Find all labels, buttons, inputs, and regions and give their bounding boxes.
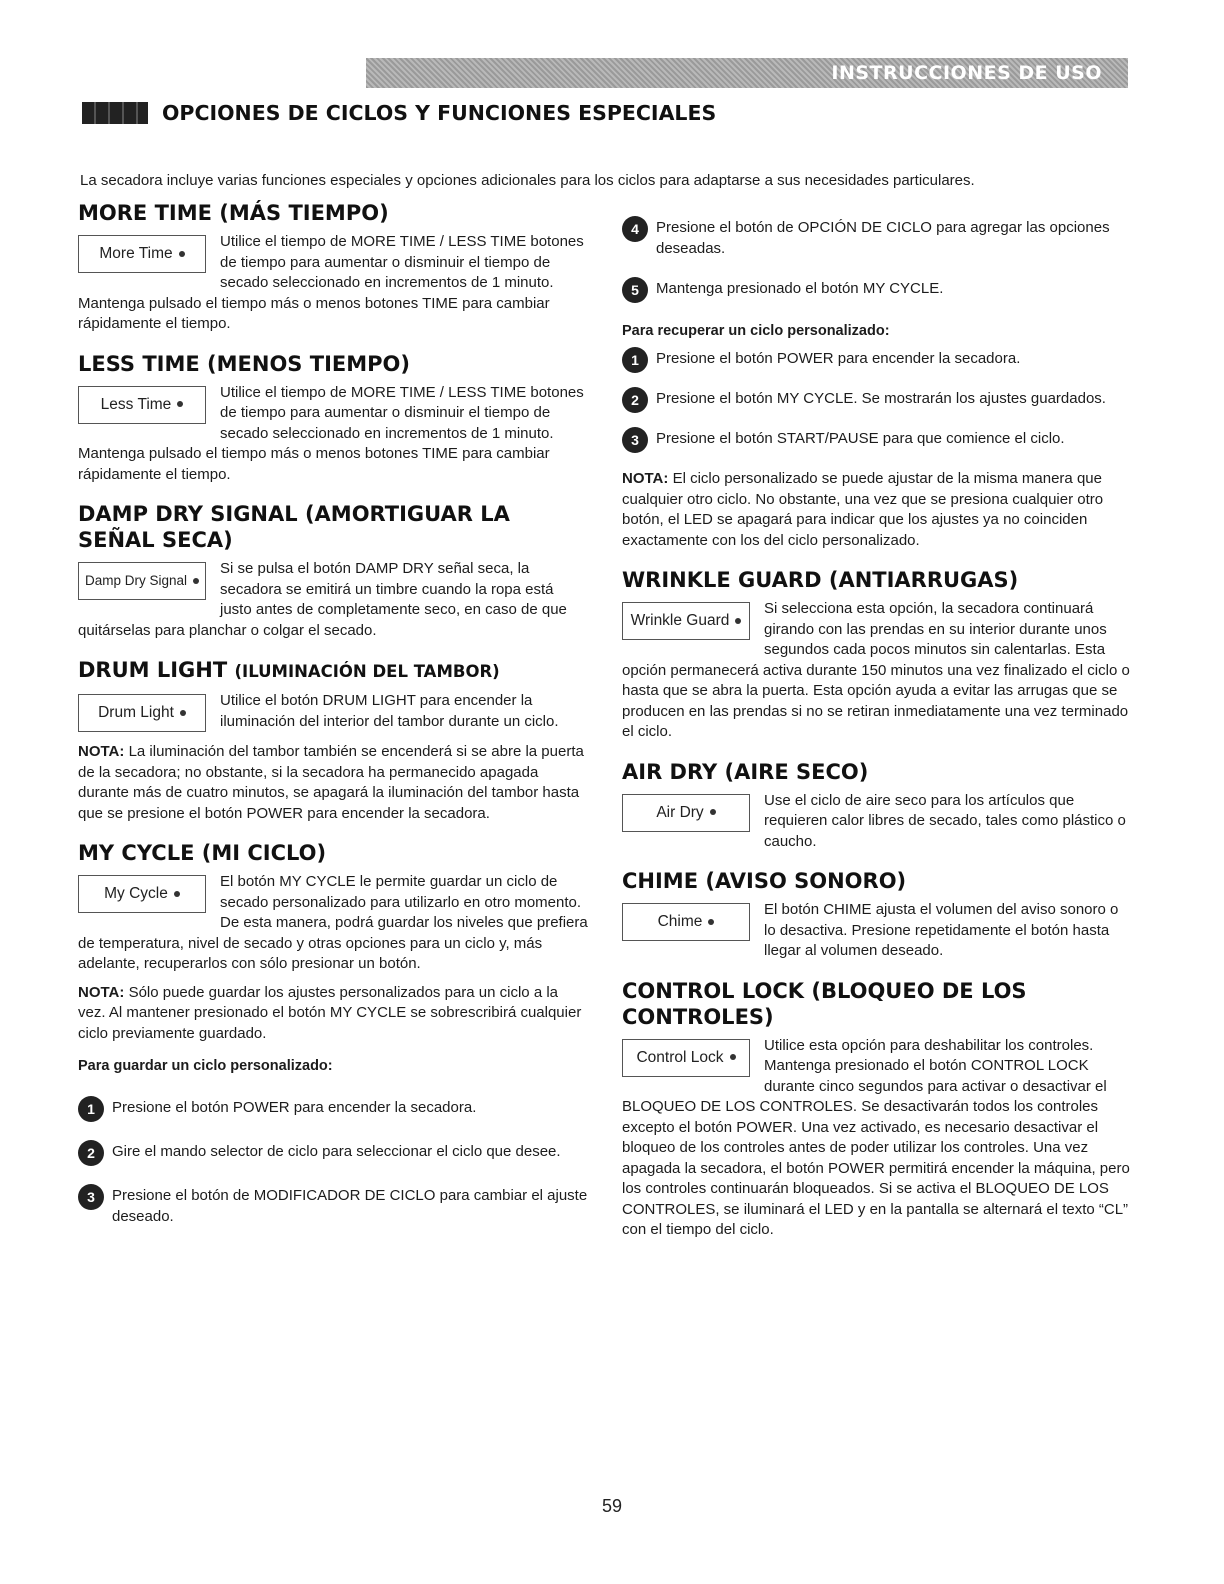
wrinkle-guard-button [622,602,750,640]
air-dry-text: Use el ciclo de aire seco para los artículos que requieren calor libres de secado, tales como plástico o caucho. [764,791,1126,850]
led-indicator-icon [730,1054,736,1060]
step-number-icon: 2 [78,1140,104,1166]
chime-button [622,903,750,941]
led-indicator-icon [735,618,741,624]
less-time-section [78,351,588,486]
my-cycle-text: El botón MY CYCLE le permite guardar un ciclo de secado personalizado para utilizarlo en otro momento. De esta manera, podrá guardar los niveles que prefiera de temperatura, nivel de secado y otras opciones para un ciclo y, más adelante, recuperarlos con sólo presionar un botón. [78,873,588,972]
save-cycle-heading: Para guardar un ciclo personalizado: [78,1058,333,1074]
chime-heading: CHIME (AVISO SONORO) [622,869,907,893]
my-cycle-note-text: Sólo puede guardar los ajustes personalizados para un ciclo a la vez. Al mantener presionado el botón MY CYCLE se sobrescribirá cualquier ciclo previamente guardado. [78,983,582,1042]
air-dry-button [622,794,750,832]
control-lock-button [622,1039,750,1077]
my-cycle-button [78,875,206,913]
my-cycle-note [78,983,588,1045]
less-time-button [78,386,206,424]
wrinkle-guard-button-label: Wrinkle Guard [630,612,730,629]
chime-text: El botón CHIME ajusta el volumen del aviso sonoro o lo desactiva. Presione repetidamente el botón hasta llegar al volumen deseado. [764,901,1119,959]
control-lock-button-label: Control Lock [636,1048,724,1066]
step-text: Presione el botón POWER para encender la secadora. [656,350,1021,367]
more-time-text: Utilice el tiempo de MORE TIME / LESS TIME botones de tiempo para aumentar o disminuir el tiempo de secado seleccionado en incrementos de 1 minuto. Mantenga pulsado el tiempo más o menos botones TIME para cambiar rápidamente el tiempo. [78,233,584,332]
led-indicator-icon [710,809,716,815]
step-number-icon: 2 [622,387,648,413]
recall-step [622,349,1132,373]
recall-step [622,389,1132,413]
led-indicator-icon [179,251,185,257]
air-dry-heading: AIR DRY (AIRE SECO) [622,759,869,784]
note-label: NOTA: [78,743,125,760]
more-time-section [78,200,588,335]
step-text: Presione el botón START/PAUSE para que comience el ciclo. [656,430,1065,447]
step-number-icon: 3 [622,427,648,453]
more-time-button-label: More Time [99,245,173,262]
air-dry-section [622,759,1132,853]
more-time-button [78,235,206,273]
my-cycle-note-2-text: El ciclo personalizado se puede ajustar de la misma manera que cualquier otro ciclo. No obstante, una vez que se presiona cualquier otro botón, el LED se apagará para indicar que los ajustes ya no coinciden exactamente con los del ciclo personalizado. [622,470,1104,549]
damp-dry-section [78,501,588,641]
step-text: Mantenga presionado el botón MY CYCLE. [656,280,944,297]
control-lock-text: Utilice esta opción para deshabilitar los controles. Mantenga presionado el botón CONTROL LOCK durante cinco segundos para activar o desactivar el BLOQUEO DE LOS CONTROLES. Se desactivarán todos los controles excepto el botón POWER. Una vez activado, es necesario desactivar el bloqueo de los controles antes de poder utilizar los controles. Una vez apagada la secadora, el botón POWER permitirá encender la máquina, pero los controles continuarán bloqueados. Si se activa el BLOQUEO DE LOS CONTROLES, se iluminará el LED y en la pantalla se alternará el texto “CL” con el tiempo del ciclo. [622,1036,1130,1238]
drum-light-note [78,742,588,824]
step-text: Presione el botón POWER para encender la secadora. [112,1099,477,1116]
drum-light-button [78,694,206,732]
step-number-icon: 1 [622,347,648,373]
save-step [622,279,1132,303]
recall-step [622,429,1132,453]
save-step [78,1142,588,1166]
step-number-icon: 3 [78,1184,104,1210]
my-cycle-continued [622,218,1132,551]
damp-dry-button [78,562,206,600]
drum-light-heading-sub: (ILUMINACIÓN DEL TAMBOR) [234,662,500,681]
my-cycle-note-2 [622,469,1132,551]
step-text: Presione el botón MY CYCLE. Se mostrarán los ajustes guardados. [656,390,1106,407]
note-label: NOTA: [622,470,669,487]
control-lock-section [622,978,1132,1241]
more-time-heading: MORE TIME (MÁS TIEMPO) [78,201,389,225]
damp-dry-button-label: Damp Dry Signal [84,573,188,588]
drum-light-note-text: La iluminación del tambor también se encenderá si se abre la puerta de la secadora; no obstante, si la secadora ha permanecido apagada durante más de cuatro minutos, se apagará la iluminación del tambor hasta que se presione el botón POWER para encender la secadora. [78,743,584,822]
my-cycle-heading: MY CYCLE (MI CICLO) [78,841,327,865]
less-time-button-label: Less Time [100,395,172,413]
intro-paragraph: La secadora incluye varias funciones especiales y opciones adicionales para los ciclos para adaptarse a sus necesidades particulares. [80,172,975,189]
left-column [78,200,588,1247]
save-step [622,218,1132,259]
damp-dry-heading: DAMP DRY SIGNAL (AMORTIGUAR LA SEÑAL SECA) [78,502,510,552]
title-bar-graphic [82,102,148,124]
step-text: Gire el mando selector de ciclo para seleccionar el ciclo que desee. [112,1143,561,1160]
my-cycle-button-label: My Cycle [104,885,168,902]
drum-light-heading [78,657,588,685]
step-number-icon: 5 [622,277,648,303]
save-step [78,1098,588,1122]
led-indicator-icon [708,919,714,925]
control-lock-heading: CONTROL LOCK (BLOQUEO DE LOS CONTROLES) [622,978,1027,1029]
banner-text: INSTRUCCIONES DE USO [831,62,1102,84]
damp-dry-text: Si se pulsa el botón DAMP DRY señal seca, la secadora se emitirá un timbre cuando la ropa está justo antes de completamente seco, en caso de que quitárselas para planchar o colgar el secado. [78,560,567,639]
less-time-text: Utilice el tiempo de MORE TIME / LESS TIME botones de tiempo para aumentar o disminuir el tiempo de secado seleccionado en incrementos de 1 minuto. Mantenga pulsado el tiempo más o menos botones TIME para cambiar rápidamente el tiempo. [78,383,584,483]
page-title-text: OPCIONES DE CICLOS Y FUNCIONES ESPECIALES [162,101,717,125]
section-banner [366,58,1128,88]
drum-light-section [78,657,588,824]
led-indicator-icon [193,578,199,584]
my-cycle-section [78,840,588,1227]
drum-light-heading-main: DRUM LIGHT [78,658,228,682]
note-label: NOTA: [78,983,125,1001]
save-step [78,1186,588,1227]
less-time-heading: LESS TIME (MENOS TIEMPO) [78,351,410,376]
drum-light-text: Utilice el botón DRUM LIGHT para encender la iluminación del interior del tambor durante un ciclo. [220,692,559,730]
right-column [622,200,1132,1257]
led-indicator-icon [180,710,186,716]
chime-button-label: Chime [657,913,703,930]
wrinkle-guard-heading: WRINKLE GUARD (ANTIARRUGAS) [622,568,1019,592]
step-text: Presione el botón de MODIFICADOR DE CICLO para cambiar el ajuste deseado. [112,1187,588,1225]
wrinkle-guard-text: Si selecciona esta opción, la secadora continuará girando con las prendas en su interior durante unos segundos cada pocos minutos sin calentarlas. Esta opción permanecerá activa durante 150 minutos una vez finalizado el ciclo o hasta que se abra la puerta. Esta opción ayuda a evitar las arrugas que se producen en las prendas si no se retiran inmediatamente una vez terminado el ciclo. [622,600,1130,740]
air-dry-button-label: Air Dry [656,803,704,821]
step-text: Presione el botón de OPCIÓN DE CICLO para agregar las opciones deseadas. [656,219,1110,257]
chime-section [622,868,1132,962]
recall-cycle-heading: Para recuperar un ciclo personalizado: [622,323,890,339]
page-number: 59 [601,1496,623,1516]
step-number-icon: 1 [78,1096,104,1122]
led-indicator-icon [174,891,180,897]
led-indicator-icon [177,401,183,407]
wrinkle-guard-section [622,567,1132,743]
drum-light-button-label: Drum Light [98,704,174,721]
step-number-icon: 4 [622,216,648,242]
